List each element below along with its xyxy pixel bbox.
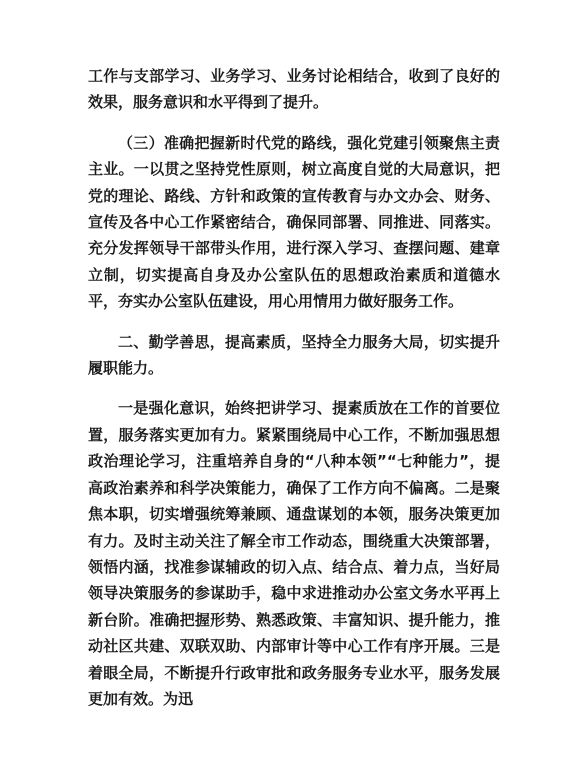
paragraph-study-quality: 一是强化意识，始终把讲学习、提素质放在工作的首要位置，服务落实更加有力。紧紧围绕局中心工作，不断加强思想政治理论学习，注重培养自身的“八种本领”“七种能力”，提高政治素养和科学决策能力，确保了工作方向不偏离。二是聚焦本职，切实增强统筹兼顾、通盘谋划的本领，服务决策更加有力。及时主动关注了解全市工作动态，围绕重大决策部署，领悟内涵，找准参谋辅政的切入点、结合点、着力点，当好局领导决策服务的参谋助手，稳中求进推动办公室文务水平再上新台阶。准确把握形势、熟悉政策、丰富知识、提升能力，推动社区共建、双联双助、内部审计等中心工作有序开展。三是着眼全局，不断提升行政审批和政务服务专业水平，服务发展更加有效。为迅 <box>88 399 500 708</box>
section-heading-2: 二、勤学善思，提高素质，坚持全力服务大局，切实提升履职能力。 <box>88 332 500 378</box>
paragraph-gap <box>88 116 500 130</box>
paragraph-party-building: （三）准确把握新时代党的路线，强化党建引领聚焦主责主业。一以贯之坚持党性原则，树立高度自觉的大局意识，把党的理论、路线、方针和政策的宣传教育与办文办会、财务、宣传及各中心工作紧密结合，确保同部署、同推进、同落实。充分发挥领导干部带头作用，进行深入学习、查摆问题、建章立制，切实提高自身及办公室队伍的思想政治素质和道德水平，夯实办公室队伍建设，用心用情用力做好服务工作。 <box>88 133 500 311</box>
paragraph-continuation: 工作与支部学习、业务学习、业务讨论相结合，收到了良好的效果，服务意识和水平得到了提升。 <box>88 67 500 112</box>
paragraph-gap <box>88 315 500 329</box>
document-body <box>88 63 500 712</box>
paragraph-gap <box>88 381 500 395</box>
